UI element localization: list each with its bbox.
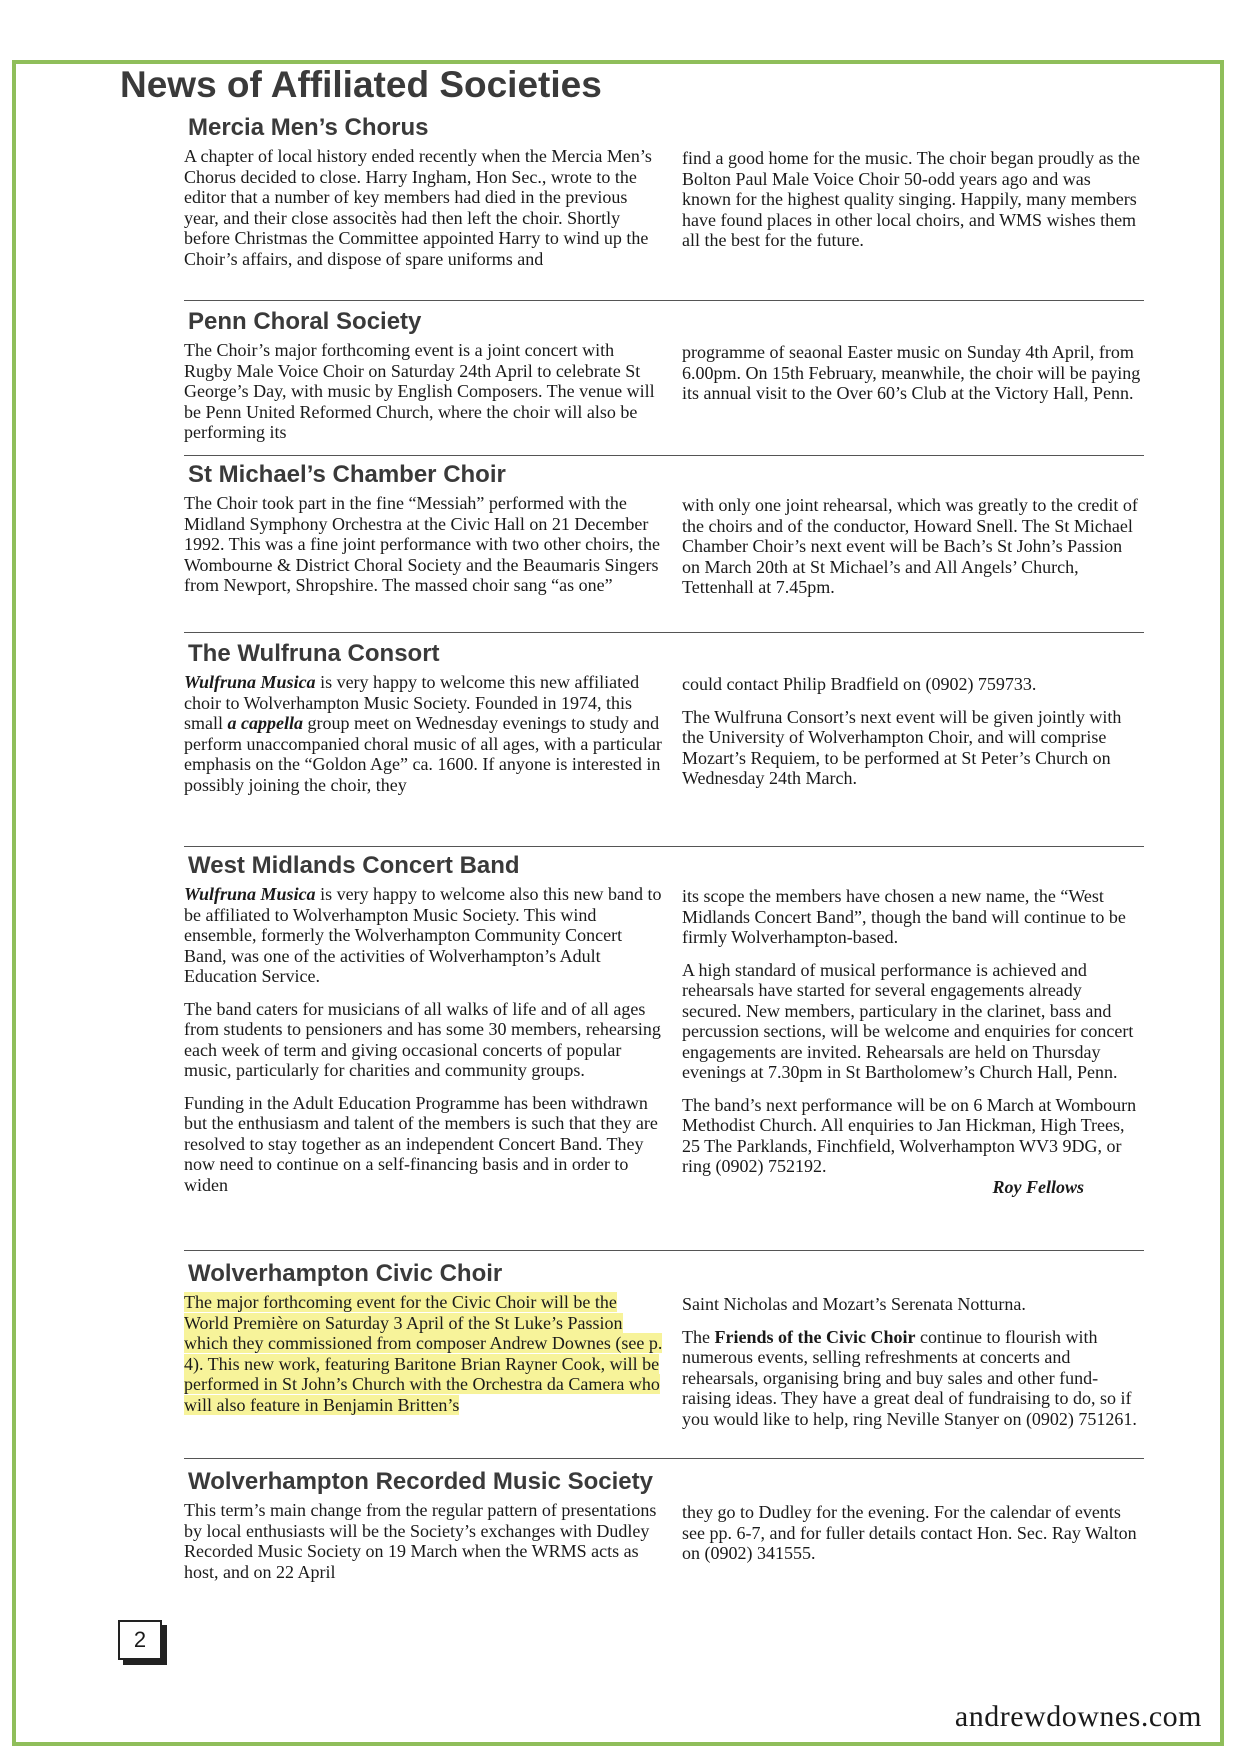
section-left-column [184, 672, 664, 807]
section-right-column [682, 342, 1144, 455]
section-divider [184, 632, 1144, 633]
section-divider [184, 1458, 1144, 1459]
section-title: The Wulfruna Consort [188, 640, 440, 667]
paragraph: A high standard of musical performance is achieved and rehearsals have started for several engagements already secured. New members, particulary in the clarinet, bass and percussion sections, will be welcome and enquiries for concert engagements are invited. Rehearsals are held on Thursday evenings at 7.30pm in St Bartholomew’s Church Hall, Penn. [682, 959, 1134, 1082]
section-mercia-mens-chorus [184, 114, 1144, 281]
paragraph: could contact Philip Bradfield on (0902) 759733. [682, 674, 1037, 694]
section-penn-choral-society [184, 308, 1144, 455]
paragraph: Saint Nicholas and Mozart’s Serenata Notturna. [682, 1294, 1026, 1314]
highlighted-text: The major forthcoming event for the Civic Choir will be the World Première on Saturday 3 April of the St Luke’s Passion which they commissioned from composer Andrew Downes (see p. 4). This new work, featuring Baritone Brian Rayner Cook, will be performed in St John’s Church with the Orchestra da Camera who will also feature in Benjamin Britten’s [184, 1292, 663, 1415]
paragraph [184, 1292, 664, 1415]
section-right-column [682, 674, 1144, 807]
section-wolverhampton-recorded-music-society [184, 1468, 1144, 1594]
section-title: Wolverhampton Civic Choir [188, 1260, 503, 1287]
footer-website: andrewdownes.com [954, 1700, 1202, 1733]
section-divider [184, 455, 1144, 456]
author-signature: Roy Fellows [992, 1176, 1084, 1197]
publication-name: Wulfruna Musica [184, 884, 316, 904]
section-right-column [682, 495, 1144, 610]
paragraph: Funding in the Adult Education Programme has been withdrawn but the enthusiasm and talent of the members is such that they are resolved to stay together as an independent Concert Band. They now need to continue on a self-financing basis and in order to widen [184, 1092, 658, 1195]
paragraph: they go to Dudley for the evening. For the calendar of events see pp. 6-7, and for fuller details contact Hon. Sec. Ray Walton on (0902) 341555. [682, 1502, 1137, 1563]
paragraph: This term’s main change from the regular pattern of presentations by local enthusiasts will be the Society’s exchanges with Dudley Recorded Music Society on 19 March when the WRMS acts as host, and on 22 April [184, 1500, 657, 1582]
paragraph: find a good home for the music. The choir began proudly as the Bolton Paul Male Voice Choir 50-odd years ago and was known for the highest quality singing. Happily, many members have found places in other local choirs, and WMS wishes them all the best for the future. [682, 148, 1141, 250]
section-west-midlands-concert-band [184, 852, 1144, 1207]
section-wolverhampton-civic-choir [184, 1260, 1144, 1441]
paragraph: The Choir’s major forthcoming event is a joint concert with Rugby Male Voice Choir on Saturday 24th April to celebrate St George’s Day, with music by English Composers. The venue will be Penn United Reformed Church, where the choir will also be performing its [184, 340, 655, 442]
friends-name: Friends of the Civic Choir [714, 1326, 916, 1347]
section-title: West Midlands Concert Band [188, 852, 520, 879]
paragraph: its scope the members have chosen a new name, the “West Midlands Concert Band”, though the band will continue to be firmly Wolverhampton-based. [682, 886, 1126, 947]
section-right-column [682, 1502, 1144, 1594]
section-wulfruna-consort [184, 640, 1144, 807]
paragraph: The Wulfruna Consort’s next event will be given jointly with the University of Wolverhampton Choir, and will comprise Mozart’s Requiem, to be performed at St Peter’s Church on Wednesday 24th March. [682, 706, 1122, 788]
page-number: 2 [118, 1620, 162, 1660]
paragraph: The band caters for musicians of all walks of life and of all ages from students to pensioners and has some 30 members, rehearsing each week of term and giving occasional concerts of popular music, particularly for charities and community groups. [184, 998, 661, 1080]
section-left-column [184, 884, 664, 1207]
section-title: Mercia Men’s Chorus [188, 114, 429, 141]
section-right-column [682, 886, 1144, 1207]
section-right-column [682, 1294, 1144, 1441]
section-divider [184, 300, 1144, 301]
section-left-column [184, 493, 664, 610]
paragraph: Wulfruna Musica is very happy to welcome this new affiliated choir to Wolverhampton Music Society. Founded in 1974, this small a cappella group meet on Wednesday evenings to study and perform unaccompanied choral music of all ages, with a particular emphasis on the “Goldon Age” ca. 1600. If anyone is interested in possibly joining the choir, they [184, 672, 662, 795]
paragraph: programme of seaonal Easter music on Sunday 4th April, from 6.00pm. On 15th February, meanwhile, the choir will be paying its annual visit to the Over 60’s Club at the Victory Hall, Penn. [682, 342, 1141, 403]
paragraph: A chapter of local history ended recently when the Mercia Men’s Chorus decided to close. Harry Ingham, Hon Sec., wrote to the editor that a number of key members had died in the previous year, and their close associtès had then left the choir. Shortly before Christmas the Committee appointed Harry to wind up the Choir’s affairs, and dispose of spare uniforms and [184, 146, 652, 269]
section-title: Penn Choral Society [188, 308, 422, 335]
section-left-column [184, 146, 664, 281]
paragraph: with only one joint rehearsal, which was greatly to the credit of the choirs and of the conductor, Howard Snell. The St Michael Chamber Choir’s next event will be Bach’s St John’s Passion on March 20th at St Michael’s and All Angels’ Church, Tettenhall at 7.45pm. [682, 495, 1138, 597]
section-left-column [184, 1292, 664, 1441]
section-st-michaels-chamber-choir [184, 461, 1144, 610]
publication-name: Wulfruna Musica [184, 672, 316, 692]
paragraph: Wulfruna Musica is very happy to welcome also this new band to be affiliated to Wolverhampton Music Society. This wind ensemble, formerly the Wolverhampton Community Concert Band, was one of the activities of Wolverhampton’s Adult Education Service. [184, 884, 662, 986]
section-divider [184, 846, 1144, 847]
paragraph: The Choir took part in the fine “Messiah” performed with the Midland Symphony Orchestra at the Civic Hall on 21 December 1992. This was a fine joint performance with two other choirs, the Wombourne & District Choral Society and the Beaumaris Singers from Newport, Shropshire. The massed choir sang “as one” [184, 493, 661, 595]
section-title: St Michael’s Chamber Choir [188, 461, 506, 488]
section-right-column [682, 148, 1144, 281]
paragraph: The Friends of the Civic Choir continue to flourish with numerous events, selling refreshments at concerts and rehearsals, organising bring and buy sales and other fund-raising ideas. They have a great deal of fundraising to do, so if you would like to help, ring Neville Stanyer on (0902) 751261. [682, 1326, 1137, 1429]
paragraph: The band’s next performance will be on 6 March at Wombourn Methodist Church. All enquiries to Jan Hickman, High Trees, 25 The Parklands, Finchfield, Wolverhampton WV3 9DG, or ring (0902) 752192. [682, 1094, 1137, 1176]
page-title: News of Affiliated Societies [120, 64, 602, 105]
section-left-column [184, 340, 664, 455]
section-left-column [184, 1500, 664, 1594]
section-divider [184, 1250, 1144, 1251]
section-title: Wolverhampton Recorded Music Society [188, 1468, 653, 1495]
